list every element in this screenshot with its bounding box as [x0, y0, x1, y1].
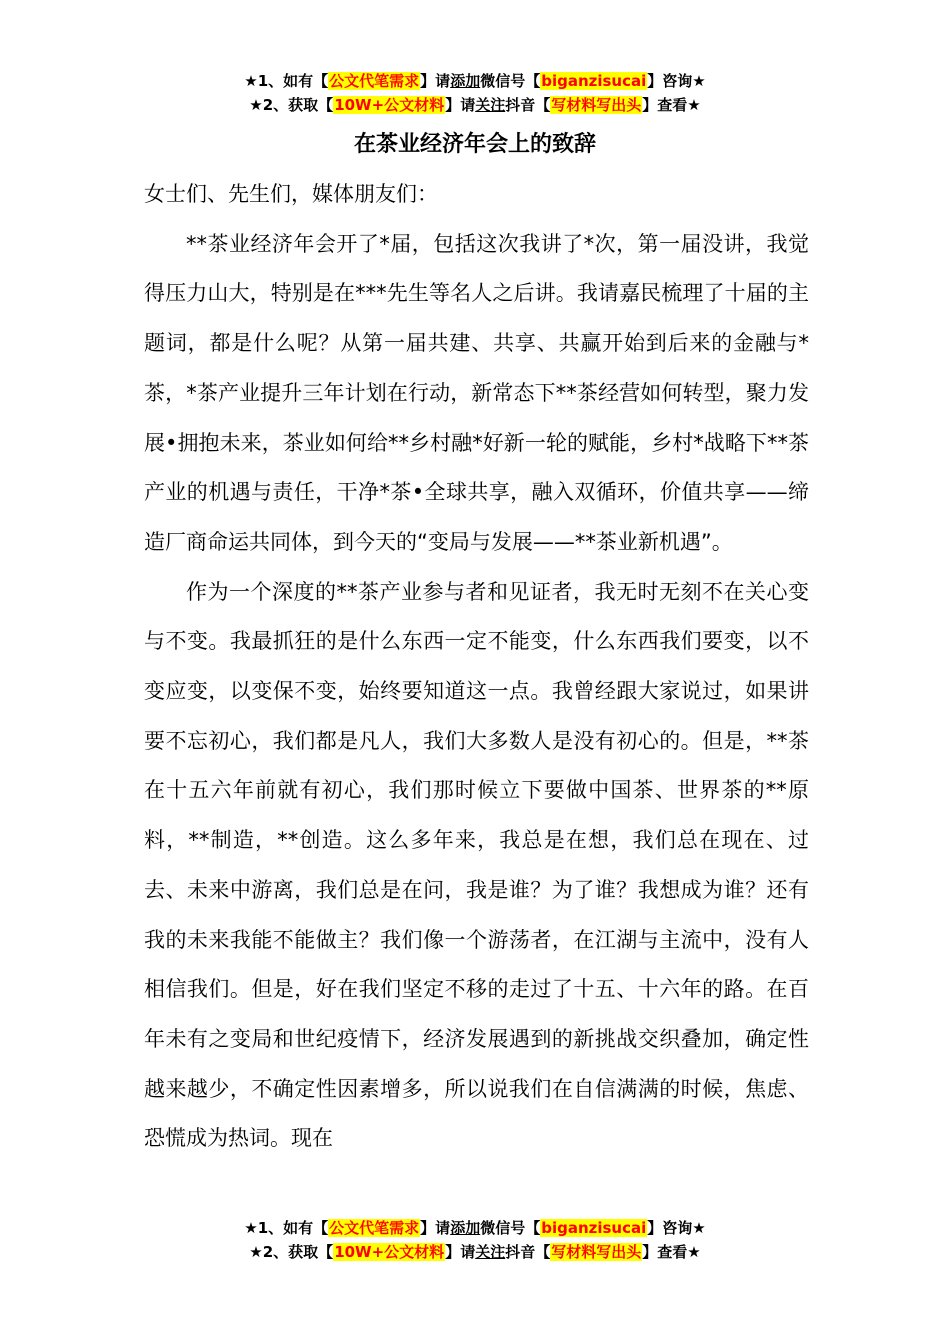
promo-text: 】请: [445, 1243, 476, 1261]
salutation: 女士们、先生们，媒体朋友们：: [144, 182, 438, 206]
promo-text: 】请: [420, 1219, 451, 1237]
promo-text: 】请: [420, 72, 451, 90]
promo-highlight: 10W+公文材料: [334, 1243, 445, 1261]
promo-text: 】咨询★: [647, 1219, 706, 1237]
promo-text: 微信号【: [480, 72, 541, 90]
top-promo-banner: [0, 69, 950, 117]
promo-text: ★1、如有【: [244, 72, 329, 90]
promo-highlight: 公文代笔需求: [329, 72, 420, 90]
promo-douyin-id: 写材料写出头: [551, 1243, 642, 1261]
promo-text: ★2、获取【: [249, 1243, 334, 1261]
promo-underlined: 关注: [475, 96, 506, 114]
promo-underlined: 添加: [450, 72, 481, 90]
promo-line-1: [0, 69, 950, 93]
promo-line-2: [0, 1240, 950, 1264]
promo-underlined: 添加: [450, 1219, 481, 1237]
promo-text: 】请: [445, 96, 476, 114]
promo-highlight: 10W+公文材料: [334, 96, 445, 114]
document-title: 在茶业经济年会上的致辞: [353, 132, 596, 157]
promo-text: 抖音【: [505, 1243, 551, 1261]
bottom-promo-banner: [0, 1216, 950, 1264]
promo-text: ★2、获取【: [249, 96, 334, 114]
paragraph-2: 作为一个深度的**茶产业参与者和见证者，我无时无刻不在关心变与不变。我最抓狂的是什么东西一定不能变，什么东西我们要变，以不变应变，以变保不变，始终要知道这一点。我曾经跟大家说过，如果讲要不忘初心，我们都是凡人，我们大多数人是没有初心的。但是，**茶在十五六年前就有初心，我们那时候立下要做中国茶、世界茶的**原料，**制造，**创造。这么多年来，我总是在想，我们总在现在、过去、未来中游离，我们总是在问，我是谁？为了谁？我想成为谁？还有我的未来我能不能做主？我们像一个游荡者，在江湖与主流中，没有人相信我们。但是，好在我们坚定不移的走过了十五、十六年的路。在百年未有之变局和世纪疫情下，经济发展遇到的新挑战交织叠加，确定性越来越少，不确定性因素增多，所以说我们在自信满满的时候，焦虑、恐慌成为热词。现在: [144, 579, 809, 1151]
promo-text: 抖音【: [505, 96, 551, 114]
paragraph-1: **茶业经济年会开了*届，包括这次我讲了*次，第一届没讲，我觉得压力山大，特别是在***先生等名人之后讲。我请嘉民梳理了十届的主题词，都是什么呢？从第一届共建、共享、共赢开始到后来的金融与*茶，*茶产业提升三年计划在行动，新常态下**茶经营如何转型，聚力发展•拥抱未来，茶业如何给**乡村融*好新一轮的赋能，乡村*战略下**茶产业的机遇与责任，干净*茶•全球共享，融入双循环，价值共享——缔造厂商命运共同体，到今天的“变局与发展——**茶业新机遇”。: [144, 231, 809, 554]
promo-text: 微信号【: [480, 1219, 541, 1237]
promo-highlight: 公文代笔需求: [329, 1219, 420, 1237]
promo-wechat-id: biganzisucai: [541, 1219, 647, 1237]
document-body: [144, 170, 809, 1164]
promo-wechat-id: biganzisucai: [541, 72, 647, 90]
promo-underlined: 关注: [475, 1243, 506, 1261]
promo-douyin-id: 写材料写出头: [551, 96, 642, 114]
promo-text: 】咨询★: [647, 72, 706, 90]
promo-text: 】查看★: [642, 96, 701, 114]
promo-line-2: [0, 93, 950, 117]
promo-line-1: [0, 1216, 950, 1240]
promo-text: 】查看★: [642, 1243, 701, 1261]
promo-text: ★1、如有【: [244, 1219, 329, 1237]
